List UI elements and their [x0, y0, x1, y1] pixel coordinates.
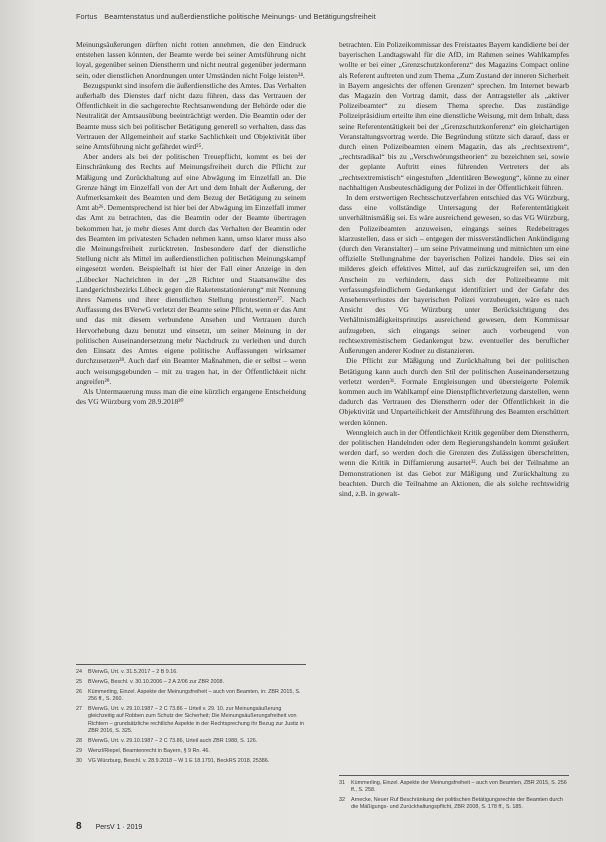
- paragraph: Bezugspunkt sind insofern die äußerdienstliche des Amtes. Das Verhalten außerhalb des Dienstes darf nicht dazu führen, dass das Vertrauen der Öffentlichkeit in die sachgerechte Rechtsanwendung der Behörde oder die Neutralität der Amtsausübung beeinträchtigt werden. Die Beamtin oder der Beamte muss sich bei politischer Betätigung generell so verhalten, dass das Vertrauen der Allgemeinheit auf starke Sachlichkeit und Objektivität über seine Amtsführung nicht gefährdet wird²⁵.: [76, 80, 306, 152]
- footnote: [76, 689, 308, 703]
- footnote-number: 26: [76, 689, 82, 696]
- footnote: [339, 780, 571, 794]
- footnote-text: VG Würzburg, Beschl. v. 28.9.2018 – W 1 E 18.1791, BeckRS 2018, 25386.: [88, 757, 270, 764]
- footnote: [76, 748, 308, 755]
- paragraph: Als Untermauerung muss man die eine kürzlich ergangene Entscheidung des VG Würzburg vom 28.9.2018³⁰: [76, 386, 306, 407]
- footnote-number: 27: [76, 706, 82, 713]
- footnote-text: BVerwG, Urt. v. 29.10.1987 – 2 C 73.86 – Urteil v. 29. 10. zur Meinungsäußerung gleichzeitig auf Robben zum Schutz der Sicherheit; Die Meinungsäußerungsfreiheit von Richtern – grundsätzliche rechtliche Aspekte in der Rechtsprechung ihr Bezug zur Justiz in ZBR 2016, S. 325.: [88, 706, 305, 734]
- footnote: [76, 758, 308, 765]
- footnote: [76, 738, 308, 745]
- footnote-text: Kümmerling, Einzel. Aspekte der Meinungsfreiheit – auch von Beamten, ZBR 2015, S. 256 ff., S. 258.: [351, 780, 567, 794]
- journal-issue: PersV 1 · 2019: [95, 824, 143, 831]
- footnotes-left: [76, 669, 308, 768]
- footnote: [339, 797, 571, 811]
- footnote-text: BVerwG, Urt. v. 31.5.2017 – 2 B 9.16.: [88, 669, 178, 675]
- footnotes-right: [339, 780, 571, 814]
- running-header: [76, 12, 576, 21]
- paragraph: Wenngleich auch in der Öffentlichkeit Kritik gegenüber dem Dienstherrn, der politischen Handelnden oder dem Regierungshandeln kommt geäußert werden darf, so werden doch die Grenzen des Zulässigen überschritten, wenn die Kritik in Diffamierung ausartet³². Auch bei der Teilnahme an Demonstrationen ist das Gebot zur Mäßigung und Zurückhaltung zu beachten. Durch die Teilnahme an Aktionen, die als solche rechtswidrig sind, z.B. in gewalt-: [339, 427, 569, 498]
- paragraph: In dem erstwertigen Rechtsschutzverfahren entschied das VG Würzburg, dass eine vollständige Untersagung der Referententätigkeit unverhältnismäßig sei. Es wäre ausreichend gewesen, so das VG Würzburg, den Polizeibeamten anzuweisen, eingangs seines Redebeitrages klarzustellen, dass er sich – entgegen der missverständlichen Ankündigung (durch den Veranstalter) – um seine Privatmeinung und mitnichten um eine offizielle Stellungnahme der bayerischen Polizei handele. Dies sei ein milderes gleich effektives Mittel, auf das zurückzugreifen sei, um den Anschein zu verhindern, dass sich der Polizeibeamte mit verfassungsfeindlichem Gedankengut identifiziert und der Gefahr des Ansehensverlustes der bayerischen Polizei vorzubeugen, wäre es nach Ansicht des VG Würzburg unter Berücksichtigung des Verhältnismäßigkeitsprinzips ausreichend gewesen, dem Kommissar aufzugeben, sich eingangs seiner auch vorbeugend von rechtsextremistischem Gedankengut bzw. eventueller des beruflicher Äußerungen anderer Kodner zu distanzieren.: [339, 193, 569, 356]
- footnote: [76, 679, 308, 686]
- footnote-number: 30: [76, 757, 82, 764]
- page-footer: [76, 816, 142, 834]
- footnote-number: 28: [76, 737, 82, 744]
- footnote-number: 31: [339, 780, 345, 786]
- paragraph: Meinungsäußerungen dürften nicht rotten annehmen, die den Eindruck entstehen lassen könnten, der Beamte werde bei seiner Amtsführung nicht loyal, gegenüber seinen Dienstherrn und nicht neutral gegenüber jedermann sein, oder dienstlichen Anordnungen unter Umständen nicht Folge leisten²⁴.: [76, 40, 306, 80]
- footnote-number: 24: [76, 669, 82, 675]
- header-section: Fortus: [76, 12, 98, 21]
- footnote-text: BVerwG, Beschl. v. 30.10.2006 – 2 A 2/06 zur ZBR 2008.: [88, 679, 224, 686]
- footnote-text: Kümmerling, Einzel. Aspekte der Meinungsfreiheit – auch von Beamten, in: ZBR 2015, S. 256 ff., S. 260.: [88, 689, 301, 703]
- paragraph: Die Pflicht zur Mäßigung und Zurückhaltung bei der politischen Betätigung kann auch durch den Stil der politischen Auseinandersetzung verletzt werden³¹. Formale Entgleisungen und übersteigerte Polemik kommen auch im Wahlkampf eine Dienstpflichtverletzung darstellen, wenn dadurch das Vertrauen des Dienstherrn oder der Öffentlichkeit in die Objektivität und Unparteilichkeit der Amtsführung des Beamten erschüttert werden können.: [339, 356, 569, 427]
- footnote: [76, 669, 308, 676]
- footnote-text: BVerwG, Urt. v. 29.10.1987 – 2 C 73.86, Urteil auch ZBR 1988, S. 126.: [88, 737, 258, 744]
- page-number: 8: [76, 821, 82, 832]
- right-column: [339, 40, 569, 499]
- footnote: [76, 706, 308, 734]
- left-column: [76, 40, 306, 407]
- footnote-number: 25: [76, 679, 82, 686]
- footnote-number: 32: [339, 797, 345, 804]
- footnote-number: 29: [76, 747, 82, 754]
- footnote-text: Arnecke, Neuer Ruf Beschränkung der politischen Betätigungsrechte der Beamten durch die Mäßigungs- und Zurückhaltungspflicht, ZBR 2008, S. 178 ff., S. 185.: [351, 797, 563, 811]
- footnote-divider: [339, 775, 569, 776]
- footnote-divider: [76, 664, 306, 665]
- header-title: Beamtenstatus und außerdienstliche politische Meinungs- und Betätigungsfreiheit: [104, 12, 376, 21]
- footnote-text: Wenzl/Riepel, Beamtenrecht in Bayern, § 9 Rn. 46.: [88, 747, 210, 754]
- paragraph: Aber anders als bei der politischen Treuepflicht, kommt es bei der Einschränkung des Rechts auf Meinungsfreiheit durch die Pflicht zur Mäßigung und Zurückhaltung auf eine Abwägung im Einzelfall an. Die Grenze hängt im Einzelfall von der Art und dem Inhalt der Äußerung, der Aufmerksamkeit des Beamten und dem Bezug der Betätigung zu seinem Amt ab²⁶. Dementsprechend ist hier bei der Abwägung im Einzelfall immer das Amt zu betrachten, das die Beamtin oder der Beamte übertragen bekommen hat, je mehr dieses Amt durch das Verhalten der Beamtin oder des Beamten im privatesten Schaden nehmen kann, umso klarer muss also die Meinungsfreiheit zurücktreten. Insbesondere darf der dienstliche Stellung nicht als Mittel im außerdienstlichen politischen Meinungskampf eingesetzt werden. Beispielhaft ist hier der Fall einer Anzeige in den „Lübecker Nachrichten in der „28 Richter und Staatsanwälte des Landgerichtsbezirks Lübeck gegen die Raketenstationierung“ mit Nennung ihres Namens und ihrer dienstlichen Stellung protestierten²⁷. Nach Auffassung des BVerwG verletzt der Beamte seine Pflicht, wenn er das Amt und das mit diesem verbundene Ansehen und Vertrauen durch Hervorhebung dazu benutzt und einsetzt, um seiner Meinung in der politischen Auseinandersetzung mehr Nachdruck zu verleihen und durch den Einsatz des Amtes eigene politische Auffassungen wirksamer durchzusetzen²⁸. Auch darf ein Beamter Maßnahmen, die er selbst – wenn auch weisungsgebunden – mit zu tragen hat, in der Öffentlichkeit nicht angreifen²⁹.: [76, 152, 306, 386]
- paragraph: betrachten. Ein Polizeikommissar des Freistaates Bayern kandidierte bei der bayerischen Landtagswahl für die AfD, im Rahmen seines Wahlkampfes wollte er bei einer „Grenzschutzkonferenz“ des Magazins Compact online als Referent auftreten und zum Thema „Zum Zustand der inneren Sicherheit in Bayern angesichts der offenen Grenzen“ sprechen. Im Internet bewarb das Magazin den Vortrag damit, dass der Antragsteller als „aktiver Polizeibeamter“ zu diesem Thema spreche. Das zuständige Polizeipräsidium erteilte ihm eine dienstliche Weisung, mit dem Inhalt, dass seine Referententätigkeit bei der „Grenzschutzkonferenz“ ein gleichartigen Veranstaltungsvortrag werde. Die Begründung stützte sich darauf, dass er durch einen Polizeibeamten einem Magazin, das als „rechtsextrem“, „rechtsradikal“ bis zu „Verschwörungstheorien“ zu bezeichnen sei, sowie der geplante Auftritt eines führenden Vertreters der als „rechtsextremistisch“ eingestuften „Identitären Bewegung“, könne zu einer nachhaltigen Ausbeuteschädigung der Polizei in der Öffentlichkeit führen.: [339, 40, 569, 192]
